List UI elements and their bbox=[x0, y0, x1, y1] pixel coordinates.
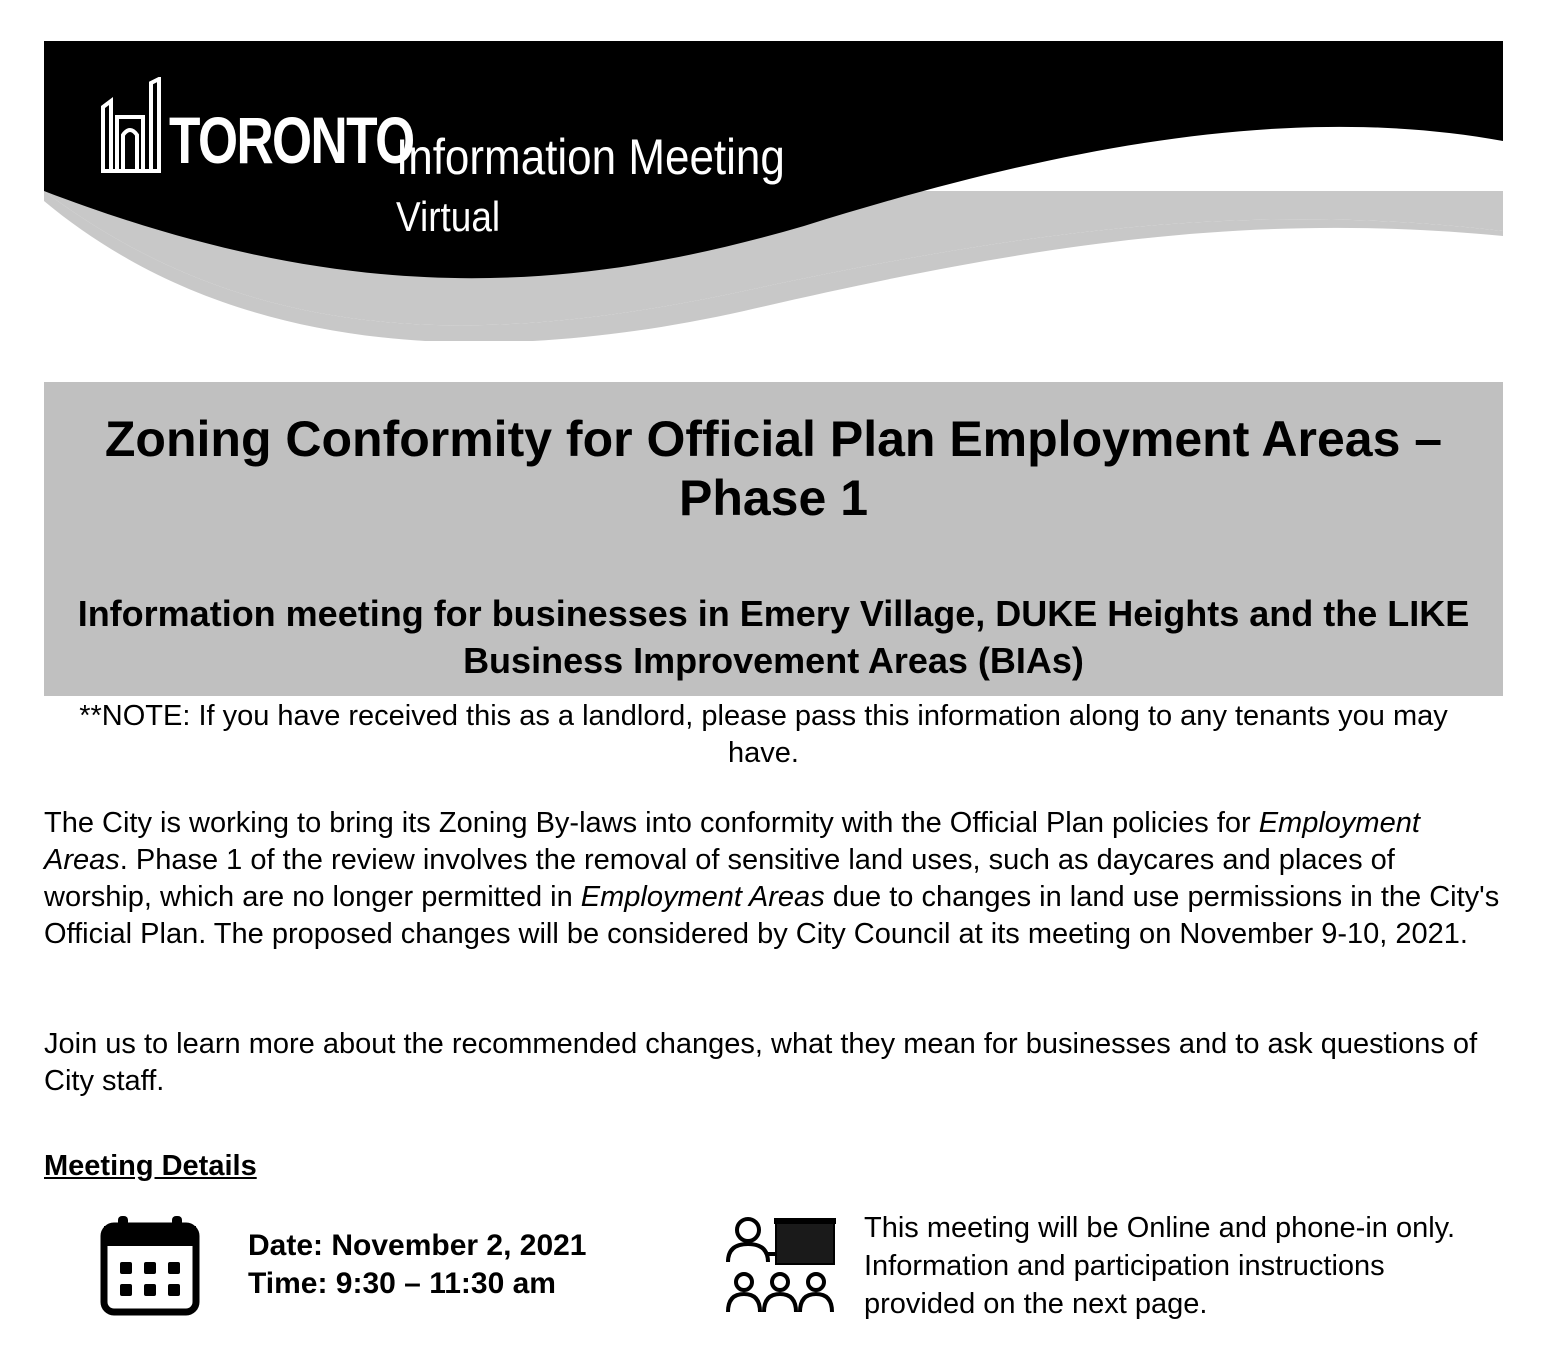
intro-paragraph bbox=[44, 805, 1503, 953]
header-banner bbox=[44, 41, 1503, 341]
invitation-paragraph: Join us to learn more about the recommended changes, what they mean for businesses and to ask questions of City staff. bbox=[44, 1028, 1478, 1097]
landlord-note: **NOTE: If you have received this as a landlord, please pass this information along to any tenants you may have. bbox=[79, 700, 1448, 769]
page-title: Zoning Conformity for Official Plan Employment Areas – Phase 1 bbox=[104, 411, 1443, 526]
intro-text-part: The City is working to bring its Zoning By-laws into conformity with the Official Plan policies for bbox=[44, 807, 1259, 839]
calendar-icon bbox=[100, 1214, 200, 1318]
logo-wordmark: TORONTO bbox=[169, 103, 414, 177]
meeting-datetime bbox=[248, 1227, 587, 1303]
title-box bbox=[44, 382, 1503, 696]
meeting-details-heading: Meeting Details bbox=[44, 1150, 257, 1182]
intro-emphasis: Employment Areas bbox=[580, 881, 825, 913]
banner-title: Information Meeting bbox=[396, 129, 785, 185]
intro-emphasis: Employment Areas bbox=[44, 807, 1420, 876]
online-meeting-info: This meeting will be Online and phone-in only. Information and participation instructions provided on the next page. bbox=[864, 1212, 1456, 1320]
meeting-time: Time: 9:30 – 11:30 am bbox=[248, 1267, 556, 1300]
intro-text-part: . Phase 1 of the review involves the removal of sensitive land uses, such as daycares and places of worship, which are no longer permitted in bbox=[44, 844, 1395, 913]
banner-subtitle: Virtual bbox=[396, 193, 501, 240]
toronto-city-hall-icon bbox=[99, 77, 163, 173]
meeting-date: Date: November 2, 2021 bbox=[248, 1229, 587, 1262]
intro-text-part: due to changes in land use permissions in the City's Official Plan. The proposed changes will be considered by City Council at its meeting on November 9-10, 2021. bbox=[44, 881, 1500, 950]
page-subtitle: Information meeting for businesses in Emery Village, DUKE Heights and the LIKE Business Improvement Areas (BIAs) bbox=[77, 593, 1470, 681]
meeting-presentation-icon bbox=[722, 1214, 842, 1322]
